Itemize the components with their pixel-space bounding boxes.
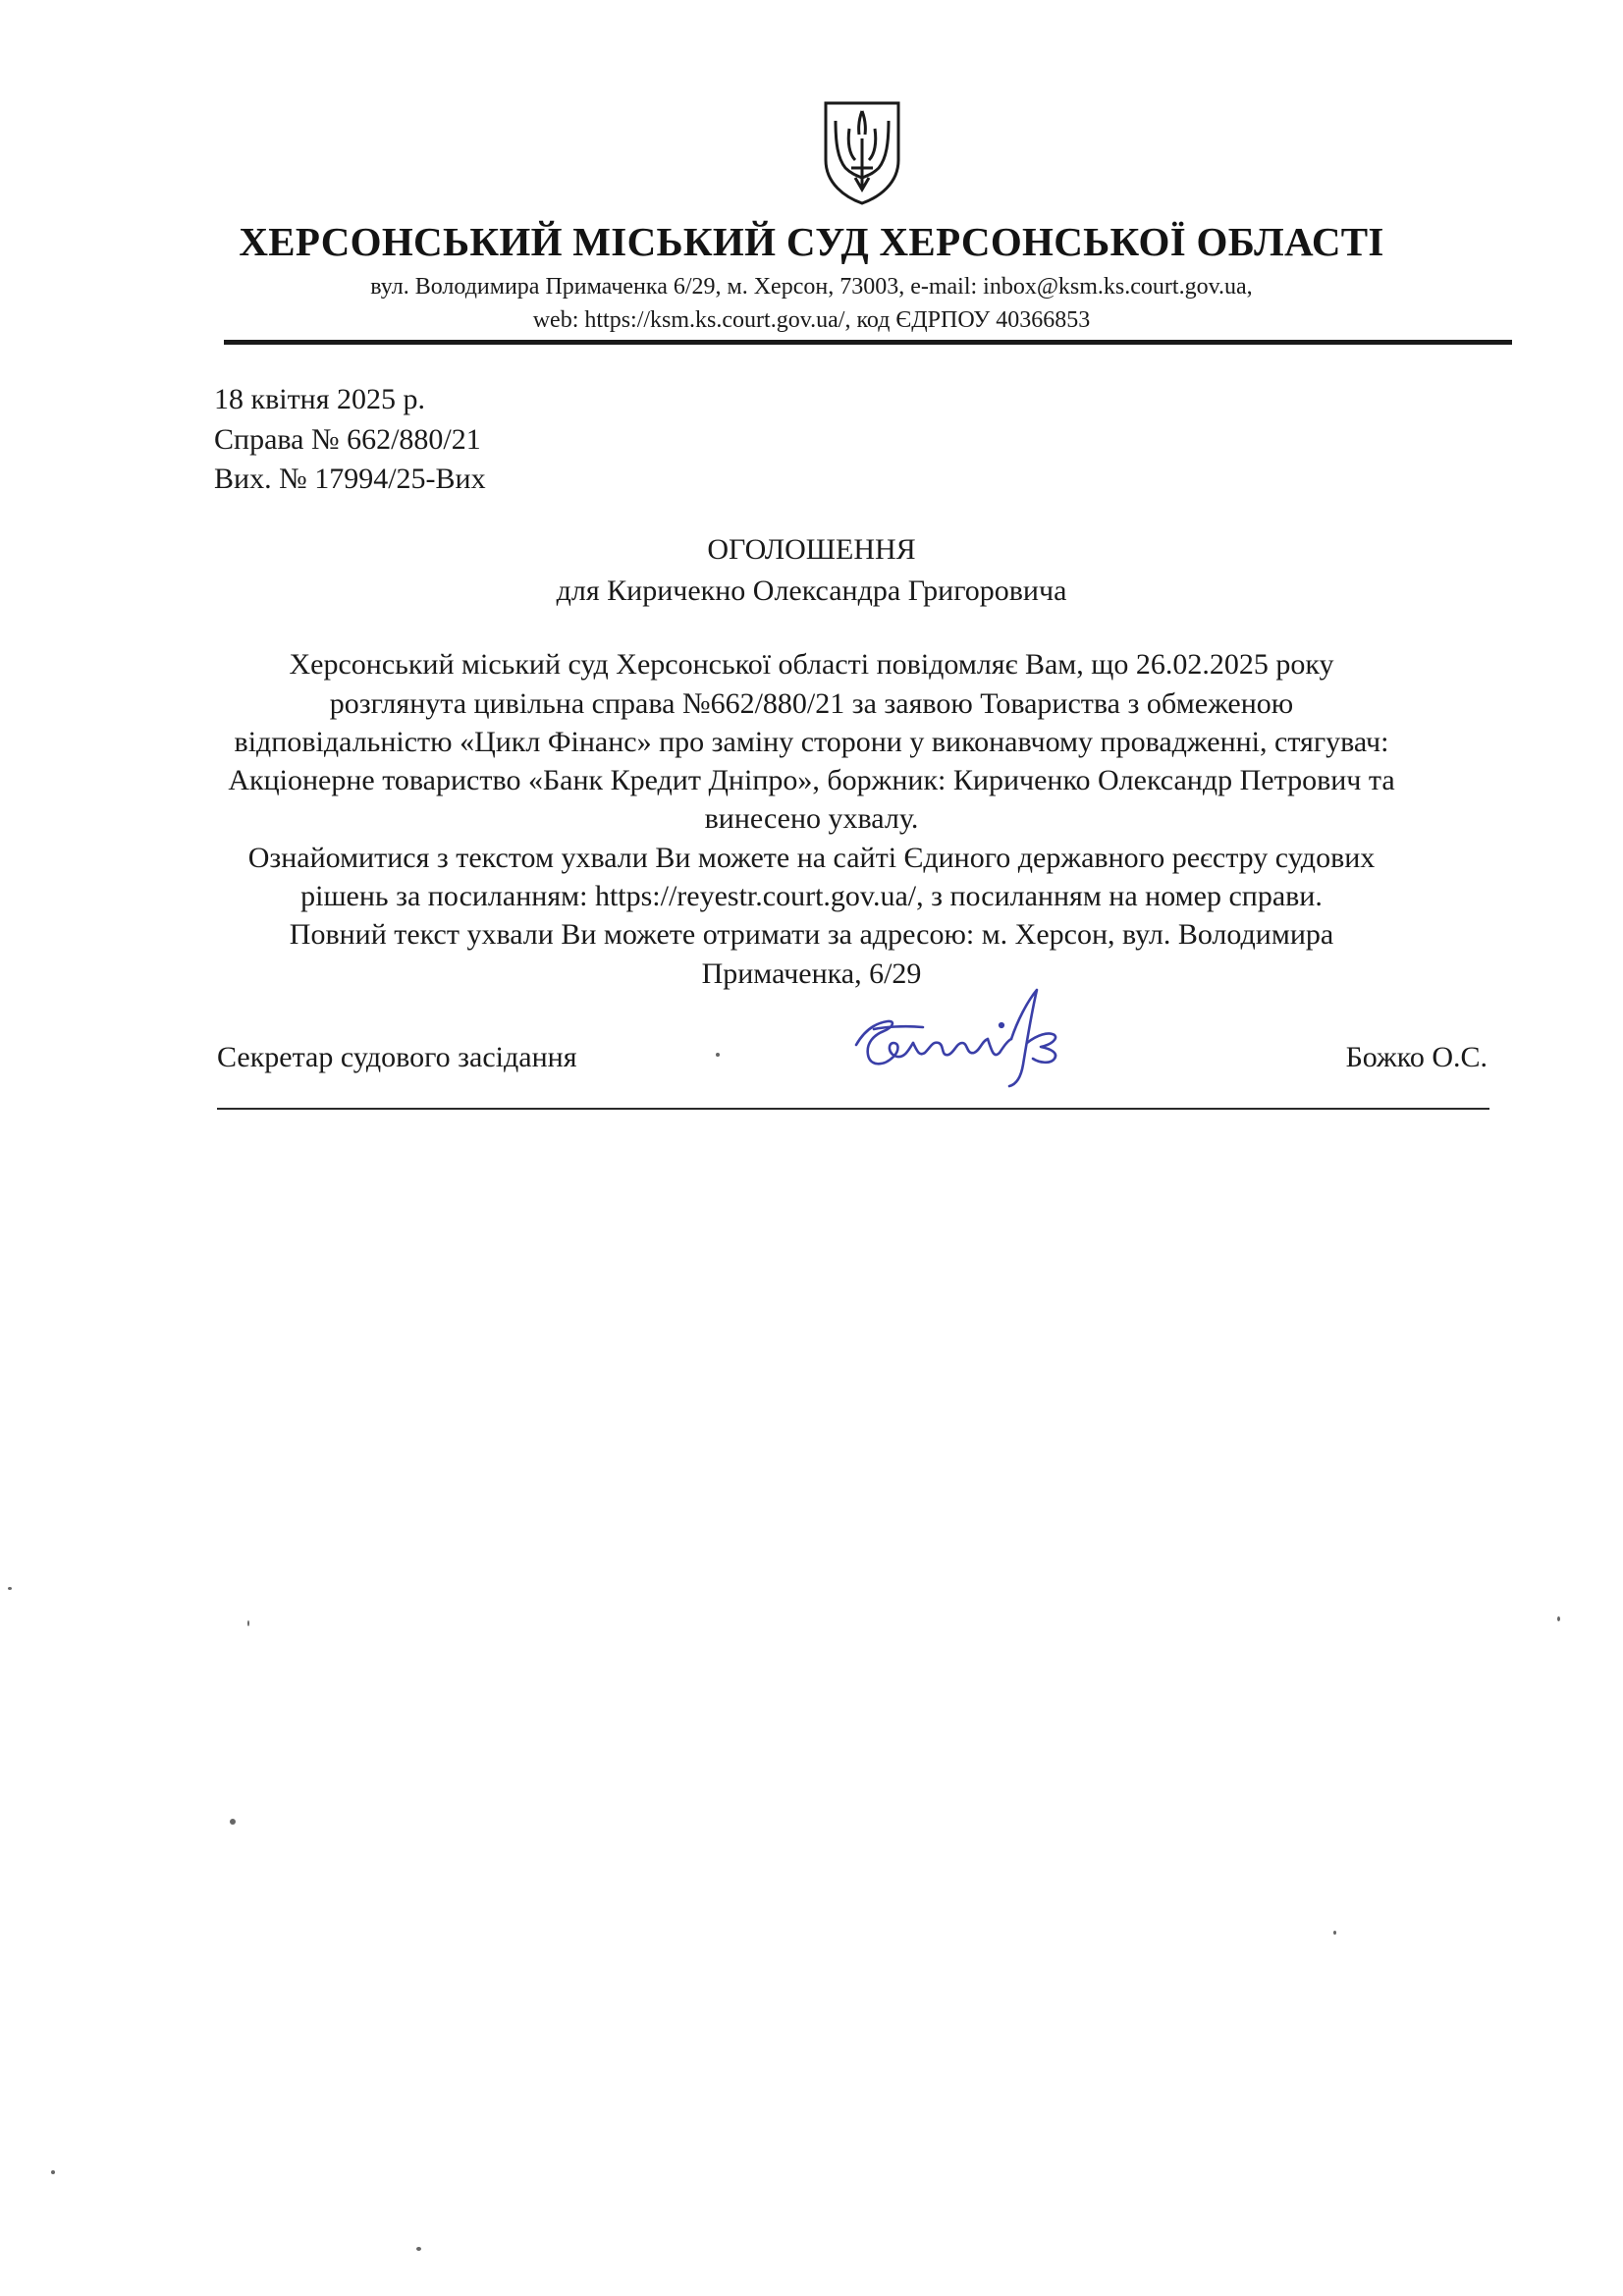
court-address-line: вул. Володимира Примаченка 6/29, м. Херсон, 73003, e-mail: inbox@ksm.ks.court.gov.ua, xyxy=(370,274,1253,300)
notice-recipient: для Киричекно Олександра Григоровича xyxy=(556,574,1067,607)
court-web-line: web: https://ksm.ks.court.gov.ua/, код ЄДРПОУ 40366853 xyxy=(532,307,1091,333)
notice-body-line: рішень за посиланням: https://reyestr.court.gov.ua/, з посиланням на номер справи. xyxy=(300,880,1323,912)
case-number: Справа № 662/880/21 xyxy=(214,423,481,456)
court-name-heading: ХЕРСОНСЬКИЙ МІСЬКИЙ СУД ХЕРСОНСЬКОЇ ОБЛАСТІ xyxy=(239,219,1384,264)
scan-speck xyxy=(8,1587,12,1590)
notice-body-line: Повний текст ухвали Ви можете отримати за адресою: м. Херсон, вул. Володимира xyxy=(289,918,1334,951)
handwritten-signature-icon xyxy=(844,982,1090,1090)
signatory-name: Божко О.С. xyxy=(1345,1041,1488,1073)
notice-body-line: Примаченка, 6/29 xyxy=(701,957,922,990)
outgoing-number: Вих. № 17994/25-Вих xyxy=(214,463,486,495)
scan-speck xyxy=(51,2170,55,2174)
scan-speck xyxy=(716,1053,720,1057)
notice-body-line: Акціонерне товариство «Банк Кредит Дніпро», боржник: Кириченко Олександр Петрович та xyxy=(228,764,1395,796)
trident-coat-of-arms-icon xyxy=(822,99,902,207)
scan-speck xyxy=(416,2247,421,2251)
notice-heading: ОГОЛОШЕННЯ xyxy=(707,533,916,566)
header-divider xyxy=(224,340,1512,345)
signature-divider xyxy=(217,1108,1489,1110)
scan-speck xyxy=(1333,1931,1336,1935)
notice-body-line: винесено ухвалу. xyxy=(704,802,919,835)
scan-speck xyxy=(1557,1616,1560,1621)
scan-speck xyxy=(230,1819,236,1825)
scan-speck xyxy=(247,1620,249,1626)
notice-body-line: Херсонський міський суд Херсонської області повідомляє Вам, що 26.02.2025 року xyxy=(289,648,1334,681)
document-date: 18 квітня 2025 р. xyxy=(214,383,426,415)
notice-body-line: Ознайомитися з текстом ухвали Ви можете на сайті Єдиного державного реєстру судових xyxy=(247,842,1376,874)
notice-body-line: розглянута цивільна справа №662/880/21 за заявою Товариства з обмеженою xyxy=(329,687,1294,720)
notice-body-line: відповідальністю «Цикл Фінанс» про заміну сторони у виконавчому провадженні, стягувач: xyxy=(234,726,1389,758)
signatory-role: Секретар судового засідання xyxy=(217,1041,577,1073)
